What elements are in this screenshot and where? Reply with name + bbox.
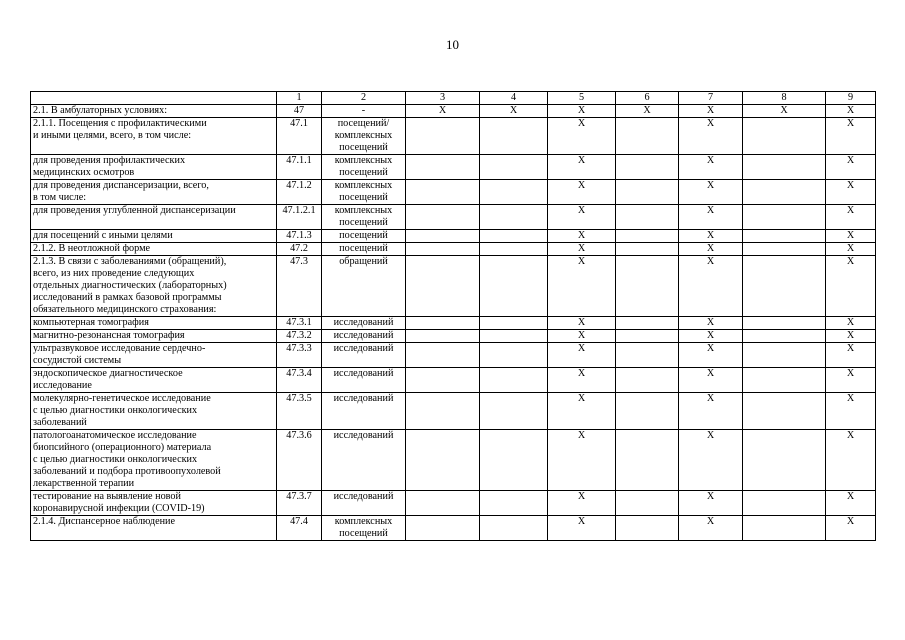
- header-cell: 8: [743, 92, 826, 105]
- row-code: 47.1.2: [277, 180, 322, 205]
- value-cell: X: [548, 155, 616, 180]
- value-cell: [406, 330, 480, 343]
- value-cell: [406, 155, 480, 180]
- value-cell: [616, 317, 679, 330]
- row-code: 47.3.5: [277, 393, 322, 430]
- value-cell: X: [679, 343, 743, 368]
- header-cell: 9: [826, 92, 876, 105]
- row-unit: исследований: [322, 368, 406, 393]
- value-cell: X: [826, 317, 876, 330]
- value-cell: [616, 368, 679, 393]
- value-cell: [480, 118, 548, 155]
- table-row: [31, 516, 876, 541]
- value-cell: X: [679, 155, 743, 180]
- row-label: 2.1.4. Диспансерное наблюдение: [31, 516, 277, 541]
- value-cell: X: [548, 343, 616, 368]
- table-row: [31, 105, 876, 118]
- row-label: молекулярно-генетическое исследование с целью диагностики онкологических заболеваний: [31, 393, 277, 430]
- table-row: [31, 343, 876, 368]
- data-table: [30, 91, 876, 541]
- value-cell: [480, 368, 548, 393]
- value-cell: X: [548, 516, 616, 541]
- value-cell: X: [548, 180, 616, 205]
- value-cell: X: [679, 205, 743, 230]
- table-row: [31, 118, 876, 155]
- row-unit: комплексных посещений: [322, 155, 406, 180]
- row-code: 47.3: [277, 256, 322, 317]
- row-label: компьютерная томография: [31, 317, 277, 330]
- value-cell: X: [679, 105, 743, 118]
- value-cell: [616, 256, 679, 317]
- value-cell: [743, 368, 826, 393]
- row-unit: комплексных посещений: [322, 516, 406, 541]
- table-row: [31, 155, 876, 180]
- value-cell: [743, 230, 826, 243]
- value-cell: X: [548, 491, 616, 516]
- row-unit: комплексных посещений: [322, 180, 406, 205]
- value-cell: X: [548, 230, 616, 243]
- value-cell: [480, 430, 548, 491]
- value-cell: [406, 230, 480, 243]
- row-unit: обращений: [322, 256, 406, 317]
- value-cell: [406, 430, 480, 491]
- value-cell: [480, 180, 548, 205]
- row-unit: -: [322, 105, 406, 118]
- value-cell: [406, 393, 480, 430]
- value-cell: X: [548, 430, 616, 491]
- table-row: [31, 230, 876, 243]
- value-cell: X: [548, 105, 616, 118]
- header-cell: 4: [480, 92, 548, 105]
- value-cell: X: [548, 330, 616, 343]
- table-row: [31, 330, 876, 343]
- row-label: магнитно-резонансная томография: [31, 330, 277, 343]
- value-cell: X: [679, 118, 743, 155]
- value-cell: [480, 256, 548, 317]
- value-cell: [480, 330, 548, 343]
- value-cell: [406, 343, 480, 368]
- value-cell: X: [679, 230, 743, 243]
- row-unit: исследований: [322, 430, 406, 491]
- value-cell: X: [826, 516, 876, 541]
- value-cell: X: [743, 105, 826, 118]
- value-cell: X: [548, 368, 616, 393]
- value-cell: X: [826, 430, 876, 491]
- value-cell: [743, 243, 826, 256]
- value-cell: X: [826, 243, 876, 256]
- value-cell: [480, 343, 548, 368]
- value-cell: [616, 491, 679, 516]
- value-cell: X: [826, 393, 876, 430]
- row-label: патологоанатомическое исследование биопсийного (операционного) материала с целью диагностики онкологических заболеваний и подбора противоопухолевой лекарственной терапии: [31, 430, 277, 491]
- value-cell: X: [826, 118, 876, 155]
- row-unit: исследований: [322, 317, 406, 330]
- row-label: 2.1.1. Посещения с профилактическими и иными целями, всего, в том числе:: [31, 118, 277, 155]
- value-cell: [480, 516, 548, 541]
- value-cell: X: [826, 230, 876, 243]
- value-cell: [616, 180, 679, 205]
- row-code: 47.3.1: [277, 317, 322, 330]
- table-row: [31, 243, 876, 256]
- value-cell: [406, 180, 480, 205]
- row-code: 47.3.6: [277, 430, 322, 491]
- row-code: 47.3.2: [277, 330, 322, 343]
- value-cell: [616, 155, 679, 180]
- value-cell: [406, 205, 480, 230]
- row-unit: исследований: [322, 343, 406, 368]
- value-cell: X: [480, 105, 548, 118]
- value-cell: X: [826, 155, 876, 180]
- value-cell: [616, 343, 679, 368]
- row-unit: исследований: [322, 491, 406, 516]
- row-unit: исследований: [322, 393, 406, 430]
- row-label: для посещений с иными целями: [31, 230, 277, 243]
- row-unit: посещений: [322, 230, 406, 243]
- value-cell: [743, 155, 826, 180]
- row-label: для проведения профилактических медицинских осмотров: [31, 155, 277, 180]
- value-cell: X: [679, 180, 743, 205]
- value-cell: [743, 317, 826, 330]
- value-cell: [616, 330, 679, 343]
- value-cell: X: [548, 256, 616, 317]
- table-row: [31, 393, 876, 430]
- value-cell: [480, 317, 548, 330]
- row-code: 47.4: [277, 516, 322, 541]
- table-row: [31, 491, 876, 516]
- value-cell: X: [826, 180, 876, 205]
- value-cell: [480, 243, 548, 256]
- value-cell: X: [826, 256, 876, 317]
- row-code: 47.3.7: [277, 491, 322, 516]
- row-code: 47.2: [277, 243, 322, 256]
- table-row: [31, 430, 876, 491]
- value-cell: [743, 430, 826, 491]
- row-label: 2.1.2. В неотложной форме: [31, 243, 277, 256]
- value-cell: X: [679, 256, 743, 317]
- value-cell: X: [826, 330, 876, 343]
- row-label: 2.1. В амбулаторных условиях:: [31, 105, 277, 118]
- row-code: 47.3.4: [277, 368, 322, 393]
- row-code: 47.1.2.1: [277, 205, 322, 230]
- table-row: [31, 180, 876, 205]
- value-cell: [406, 118, 480, 155]
- value-cell: [743, 205, 826, 230]
- table-row: [31, 368, 876, 393]
- value-cell: X: [826, 205, 876, 230]
- value-cell: [616, 205, 679, 230]
- value-cell: [406, 491, 480, 516]
- row-code: 47: [277, 105, 322, 118]
- value-cell: [616, 118, 679, 155]
- value-cell: [480, 155, 548, 180]
- header-cell: 7: [679, 92, 743, 105]
- row-unit: комплексных посещений: [322, 205, 406, 230]
- value-cell: X: [826, 343, 876, 368]
- value-cell: [406, 243, 480, 256]
- value-cell: [616, 243, 679, 256]
- row-label: тестирование на выявление новой коронавирусной инфекции (COVID-19): [31, 491, 277, 516]
- row-label: ультразвуковое исследование сердечно- сосудистой системы: [31, 343, 277, 368]
- row-unit: посещений/ комплексных посещений: [322, 118, 406, 155]
- value-cell: X: [406, 105, 480, 118]
- value-cell: X: [679, 516, 743, 541]
- value-cell: [406, 368, 480, 393]
- value-cell: [406, 516, 480, 541]
- value-cell: X: [826, 368, 876, 393]
- value-cell: [616, 393, 679, 430]
- value-cell: [480, 491, 548, 516]
- table-row: [31, 256, 876, 317]
- table-row: [31, 317, 876, 330]
- value-cell: [743, 393, 826, 430]
- value-cell: [616, 230, 679, 243]
- value-cell: [743, 118, 826, 155]
- page-number: 10: [446, 37, 459, 52]
- table-header-row: [31, 92, 876, 105]
- row-code: 47.1.3: [277, 230, 322, 243]
- row-unit: исследований: [322, 330, 406, 343]
- value-cell: X: [548, 317, 616, 330]
- value-cell: [616, 430, 679, 491]
- header-cell: 3: [406, 92, 480, 105]
- value-cell: X: [826, 105, 876, 118]
- row-label: для проведения диспансеризации, всего, в том числе:: [31, 180, 277, 205]
- row-label: для проведения углубленной диспансеризации: [31, 205, 277, 230]
- value-cell: [406, 317, 480, 330]
- value-cell: [743, 256, 826, 317]
- header-cell: 5: [548, 92, 616, 105]
- value-cell: [480, 230, 548, 243]
- value-cell: [743, 343, 826, 368]
- header-cell: [31, 92, 277, 105]
- value-cell: [480, 393, 548, 430]
- row-code: 47.1: [277, 118, 322, 155]
- value-cell: [616, 516, 679, 541]
- value-cell: [743, 516, 826, 541]
- value-cell: X: [548, 393, 616, 430]
- row-code: 47.1.1: [277, 155, 322, 180]
- value-cell: X: [679, 330, 743, 343]
- value-cell: [743, 491, 826, 516]
- value-cell: [743, 180, 826, 205]
- header-cell: 1: [277, 92, 322, 105]
- value-cell: [480, 205, 548, 230]
- value-cell: X: [548, 205, 616, 230]
- row-unit: посещений: [322, 243, 406, 256]
- value-cell: X: [548, 243, 616, 256]
- value-cell: X: [679, 317, 743, 330]
- value-cell: X: [679, 491, 743, 516]
- value-cell: X: [616, 105, 679, 118]
- row-label: 2.1.3. В связи с заболеваниями (обращений), всего, из них проведение следующих отдельных диагностических (лабораторных) исследований в рамках базовой программы обязательного медицинского страхования:: [31, 256, 277, 317]
- value-cell: X: [679, 393, 743, 430]
- value-cell: X: [548, 118, 616, 155]
- row-label: эндоскопическое диагностическое исследование: [31, 368, 277, 393]
- value-cell: X: [826, 491, 876, 516]
- table-row: [31, 205, 876, 230]
- value-cell: X: [679, 430, 743, 491]
- value-cell: [743, 330, 826, 343]
- value-cell: [406, 256, 480, 317]
- header-cell: 6: [616, 92, 679, 105]
- value-cell: X: [679, 368, 743, 393]
- header-cell: 2: [322, 92, 406, 105]
- value-cell: X: [679, 243, 743, 256]
- row-code: 47.3.3: [277, 343, 322, 368]
